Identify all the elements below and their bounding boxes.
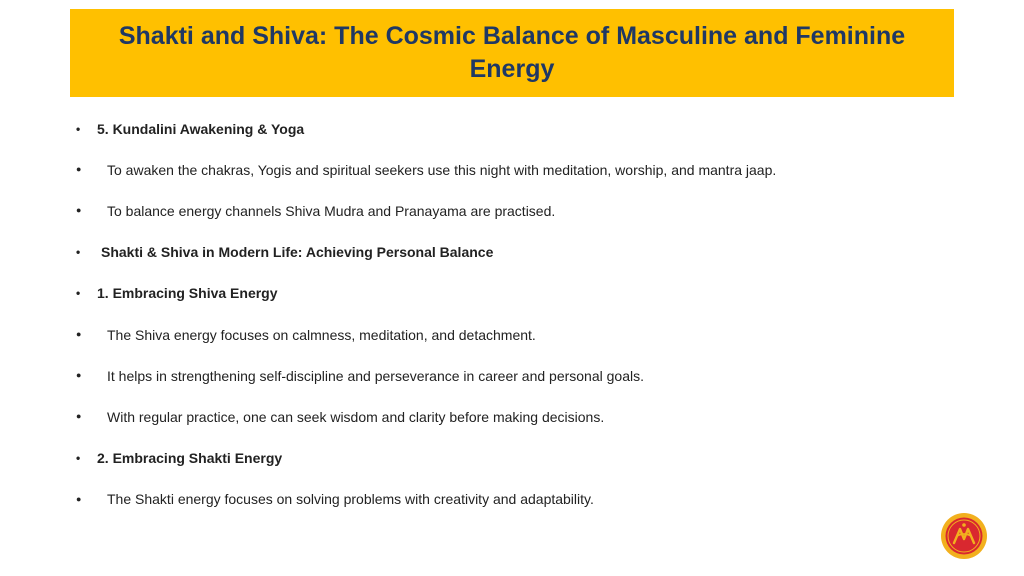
bullet-icon: ● (76, 205, 82, 216)
list-item (76, 314, 956, 355)
list-item (76, 479, 956, 520)
bullet-icon: ● (76, 370, 82, 381)
list-item-text: To balance energy channels Shiva Mudra and Pranayama are practised. (107, 202, 556, 219)
list-item-text: To awaken the chakras, Yogis and spiritual seekers use this night with meditation, worship, and mantra jaap. (107, 161, 777, 178)
bullet-list (76, 108, 956, 520)
list-item-text: Shakti & Shiva in Modern Life: Achieving Personal Balance (101, 244, 494, 261)
list-item (76, 190, 956, 231)
list-item-text: 1. Embracing Shiva Energy (97, 285, 278, 302)
bullet-icon: ● (76, 329, 82, 340)
bullet-icon: • (76, 121, 81, 136)
bullet-icon: ● (76, 411, 82, 422)
list-item-text: 2. Embracing Shakti Energy (97, 450, 283, 467)
bullet-icon: • (76, 245, 81, 260)
brand-logo-icon (940, 512, 988, 560)
list-item (76, 273, 956, 314)
list-item (76, 232, 956, 273)
logo-dot (962, 523, 966, 527)
list-item (76, 149, 956, 190)
bullet-icon: ● (76, 164, 82, 175)
bullet-icon: • (76, 451, 81, 466)
list-item (76, 396, 956, 437)
title-banner (70, 9, 954, 97)
list-item-text: 5. Kundalini Awakening & Yoga (97, 120, 305, 137)
list-item-text: It helps in strengthening self-discipline and perseverance in career and personal goals. (107, 367, 644, 384)
bullet-icon: • (76, 286, 81, 301)
list-item (76, 108, 956, 149)
list-item-text: The Shiva energy focuses on calmness, meditation, and detachment. (107, 326, 536, 343)
page-title: Shakti and Shiva: The Cosmic Balance of Masculine and Feminine Energy (118, 22, 906, 83)
list-item-text: With regular practice, one can seek wisdom and clarity before making decisions. (107, 408, 605, 425)
list-item-text: The Shakti energy focuses on solving problems with creativity and adaptability. (107, 491, 594, 508)
list-item (76, 438, 956, 479)
list-item (76, 355, 956, 396)
bullet-icon: ● (76, 493, 82, 504)
